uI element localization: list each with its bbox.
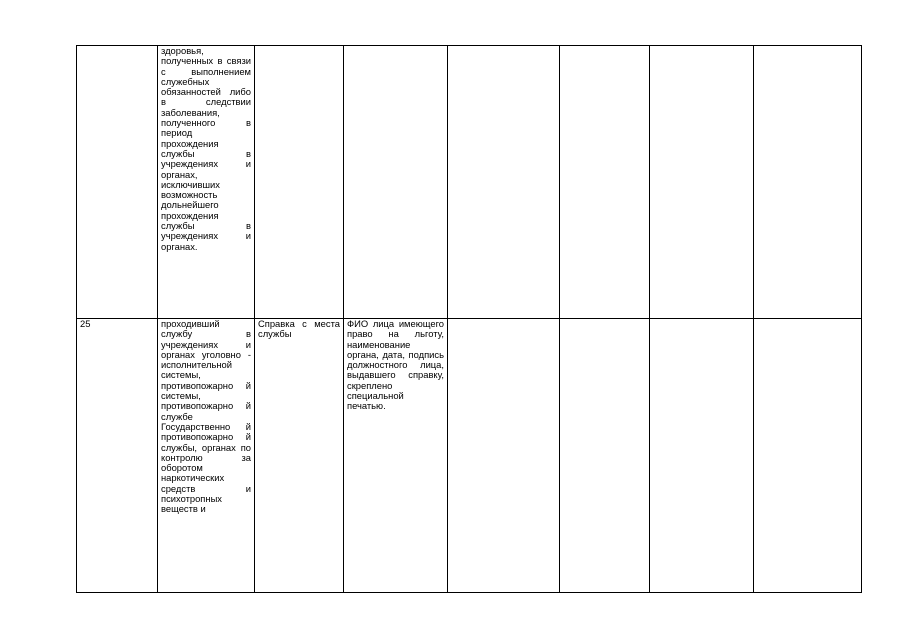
requisites-cell: [344, 319, 448, 593]
requisites-text: ФИО лица имеющего право на льготу, наименование органа, дата, подпись должностного лица, выдавшего справку, скреплено специальной печатью.: [347, 318, 444, 412]
table-row: [77, 319, 862, 593]
empty-cell: [754, 46, 862, 319]
empty-cell: [560, 319, 650, 593]
category-cell: [158, 319, 255, 593]
category-cell: [158, 46, 255, 319]
table-row: [77, 46, 862, 319]
row-number-cell: [77, 46, 158, 319]
document-cell: [255, 319, 344, 593]
row-number-cell: [77, 319, 158, 593]
empty-cell: [560, 46, 650, 319]
empty-cell: [650, 46, 754, 319]
row-number: 25: [80, 318, 91, 329]
empty-cell: [448, 319, 560, 593]
empty-cell: [650, 319, 754, 593]
empty-cell: [754, 319, 862, 593]
document-text: Справка с места службы: [258, 318, 340, 340]
document-cell: [255, 46, 344, 319]
category-text: здоровья, полученных в связи с выполнением служебных обязанностей либо в следствии заболевания, полученного в период прохождения службы в учреждениях и органах, исключивших возможность дольнейшего прохождения службы в учреждениях и органах.: [161, 45, 251, 252]
category-text: проходивший службу в учреждениях и органах уголовно - исполнительной системы, противопожарно й системы, противопожарно й службе Государственно й противопожарно й службы, органах по контролю за оборотом наркотических средств и психотропных веществ и: [161, 318, 251, 515]
benefits-table: [76, 45, 862, 593]
requisites-cell: [344, 46, 448, 319]
empty-cell: [448, 46, 560, 319]
